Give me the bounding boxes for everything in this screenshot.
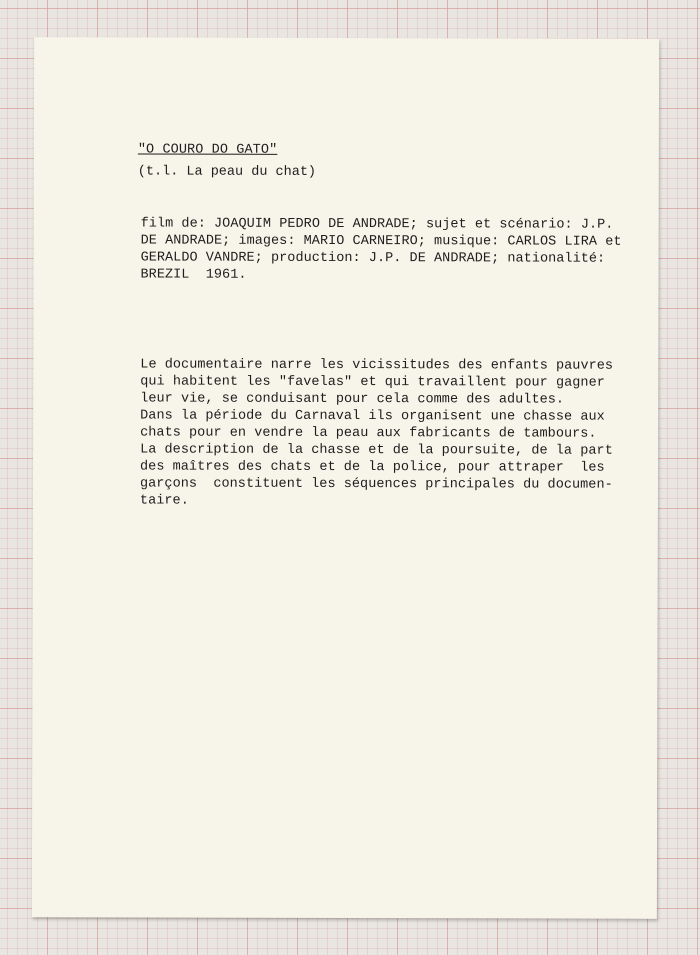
synopsis-line: chats pour en vendre la peau aux fabricants de tambours. [140, 425, 597, 442]
film-title: "O COURO DO GATO" [137, 142, 278, 158]
credits-paragraph [141, 215, 622, 284]
synopsis-line: leur vie, se conduisant pour cela comme des adultes. [140, 391, 565, 408]
synopsis-line: des maîtres des chats et de la police, pour attraper les [140, 459, 605, 476]
credits-line: GERALDO VANDRE; production: J.P. DE ANDRADE; nationalité: [140, 250, 606, 267]
credits-line: DE ANDRADE; images: MARIO CARNEIRO; musique: CARLOS LIRA et [140, 233, 622, 250]
synopsis-line: garçons constituent les séquences principales du documen- [139, 476, 613, 493]
synopsis-line: Dans la période du Carnaval ils organisent une chasse aux [140, 408, 605, 425]
synopsis-line: taire. [139, 493, 189, 509]
synopsis-paragraph [140, 356, 613, 510]
synopsis-line: Le documentaire narre les vicissitudes des enfants pauvres [140, 357, 614, 374]
credits-line: BREZIL 1961. [140, 267, 247, 283]
document-sheet [32, 37, 659, 919]
credits-line: film de: JOAQUIM PEDRO DE ANDRADE; sujet et scénario: J.P. [140, 216, 614, 233]
film-subtitle: (t.l. La peau du chat) [137, 164, 317, 180]
synopsis-line: La description de la chasse et de la poursuite, de la part [140, 442, 613, 459]
synopsis-line: qui habitent les "favelas" et qui travaillent pour gagner [140, 374, 605, 391]
